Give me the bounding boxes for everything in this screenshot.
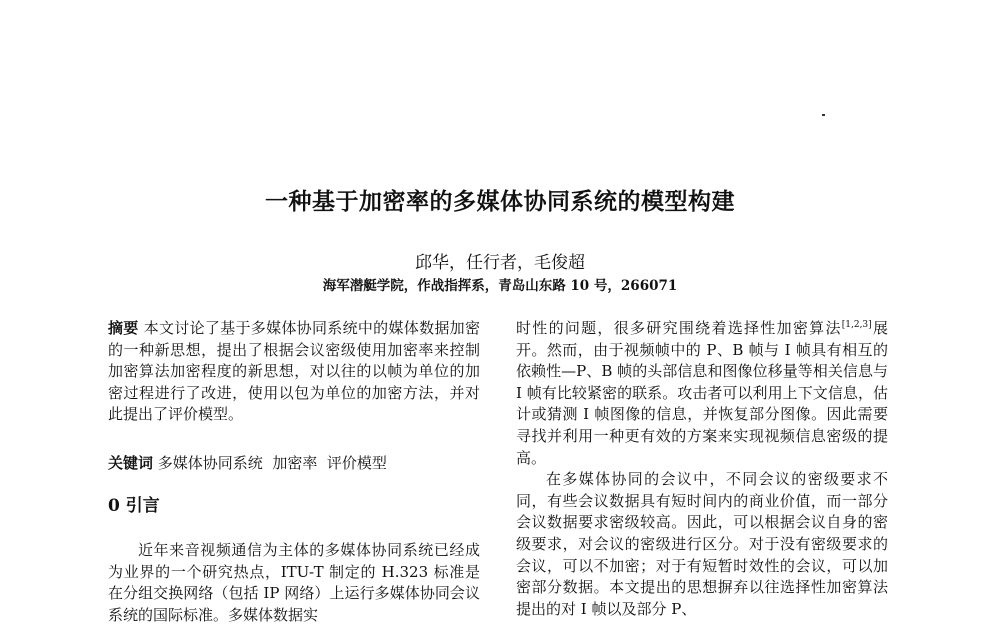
abstract [108, 318, 480, 426]
affiliation: 海军潜艇学院，作战指挥系，青岛山东路 10 号，266071 [322, 278, 678, 294]
author-list: 邱华，任行者，毛俊超 [415, 253, 585, 273]
section-heading [108, 496, 160, 518]
section-title: 引言 [125, 496, 160, 516]
keywords-text: 多媒体协同系统 加密率 评价模型 [157, 454, 387, 472]
abstract-text: 本文讨论了基于多媒体协同系统中的媒体数据加密的一种新思想，提出了根据会议密级使用加密率来控制加密算法加密程度的新思想，对以往的以帧为单位的加密过程进行了改进，使用以包为单位的加密方法，并对此提出了评价模型。 [108, 319, 480, 424]
keywords-label: 关键词 [108, 454, 154, 472]
right-paragraph-2: 在多媒体协同的会议中，不同会议的密级要求不同，有些会议数据具有短时间内的商业价值，而一部分会议数据要求密级较高。因此，可以根据会议自身的密级要求，对会议的密级进行区分。对于没有密级要求的会议，可以不加密；对于有短暂时效性的会议，可以加密部分数据。本文提出的思想摒弃以往选择性加密算法提出的对 I 帧以及部分 P、 [516, 470, 888, 618]
abstract-label: 摘要 [108, 319, 139, 337]
right-column [516, 318, 888, 620]
keywords [108, 453, 480, 475]
left-column [108, 318, 480, 624]
paper-title: 一种基于加密率的多媒体协同系统的模型构建 [265, 189, 735, 215]
scan-speck [822, 114, 825, 116]
right-p1-after: 展开。然而，由于视频帧中的 P、B 帧与 I 帧具有相互的依赖性—P、B 帧的头部信息和图像位移量等相关信息与 I 帧有比较紧密的联系。攻击者可以利用上下文信息，估计或猜测 I 帧图像的信息，并恢复部分图像。因此需要寻找并利用一种更有效的方案来实现视频信息密级的提高。 [516, 319, 888, 467]
citation: [1,2,3] [841, 320, 872, 330]
intro-paragraph: 近年来音视频通信为主体的多媒体协同系统已经成为业界的一个研究热点，ITU-T 制定的 H.323 标准是在分组交换网络（包括 IP 网络）上运行多媒体协同会议系统的国际标准。多媒体数据实 [108, 541, 480, 624]
right-p1-before: 时性的问题，很多研究围绕着选择性加密算法 [516, 319, 842, 337]
section-number: 0 [108, 496, 120, 516]
right-paragraph-1 [516, 318, 888, 469]
